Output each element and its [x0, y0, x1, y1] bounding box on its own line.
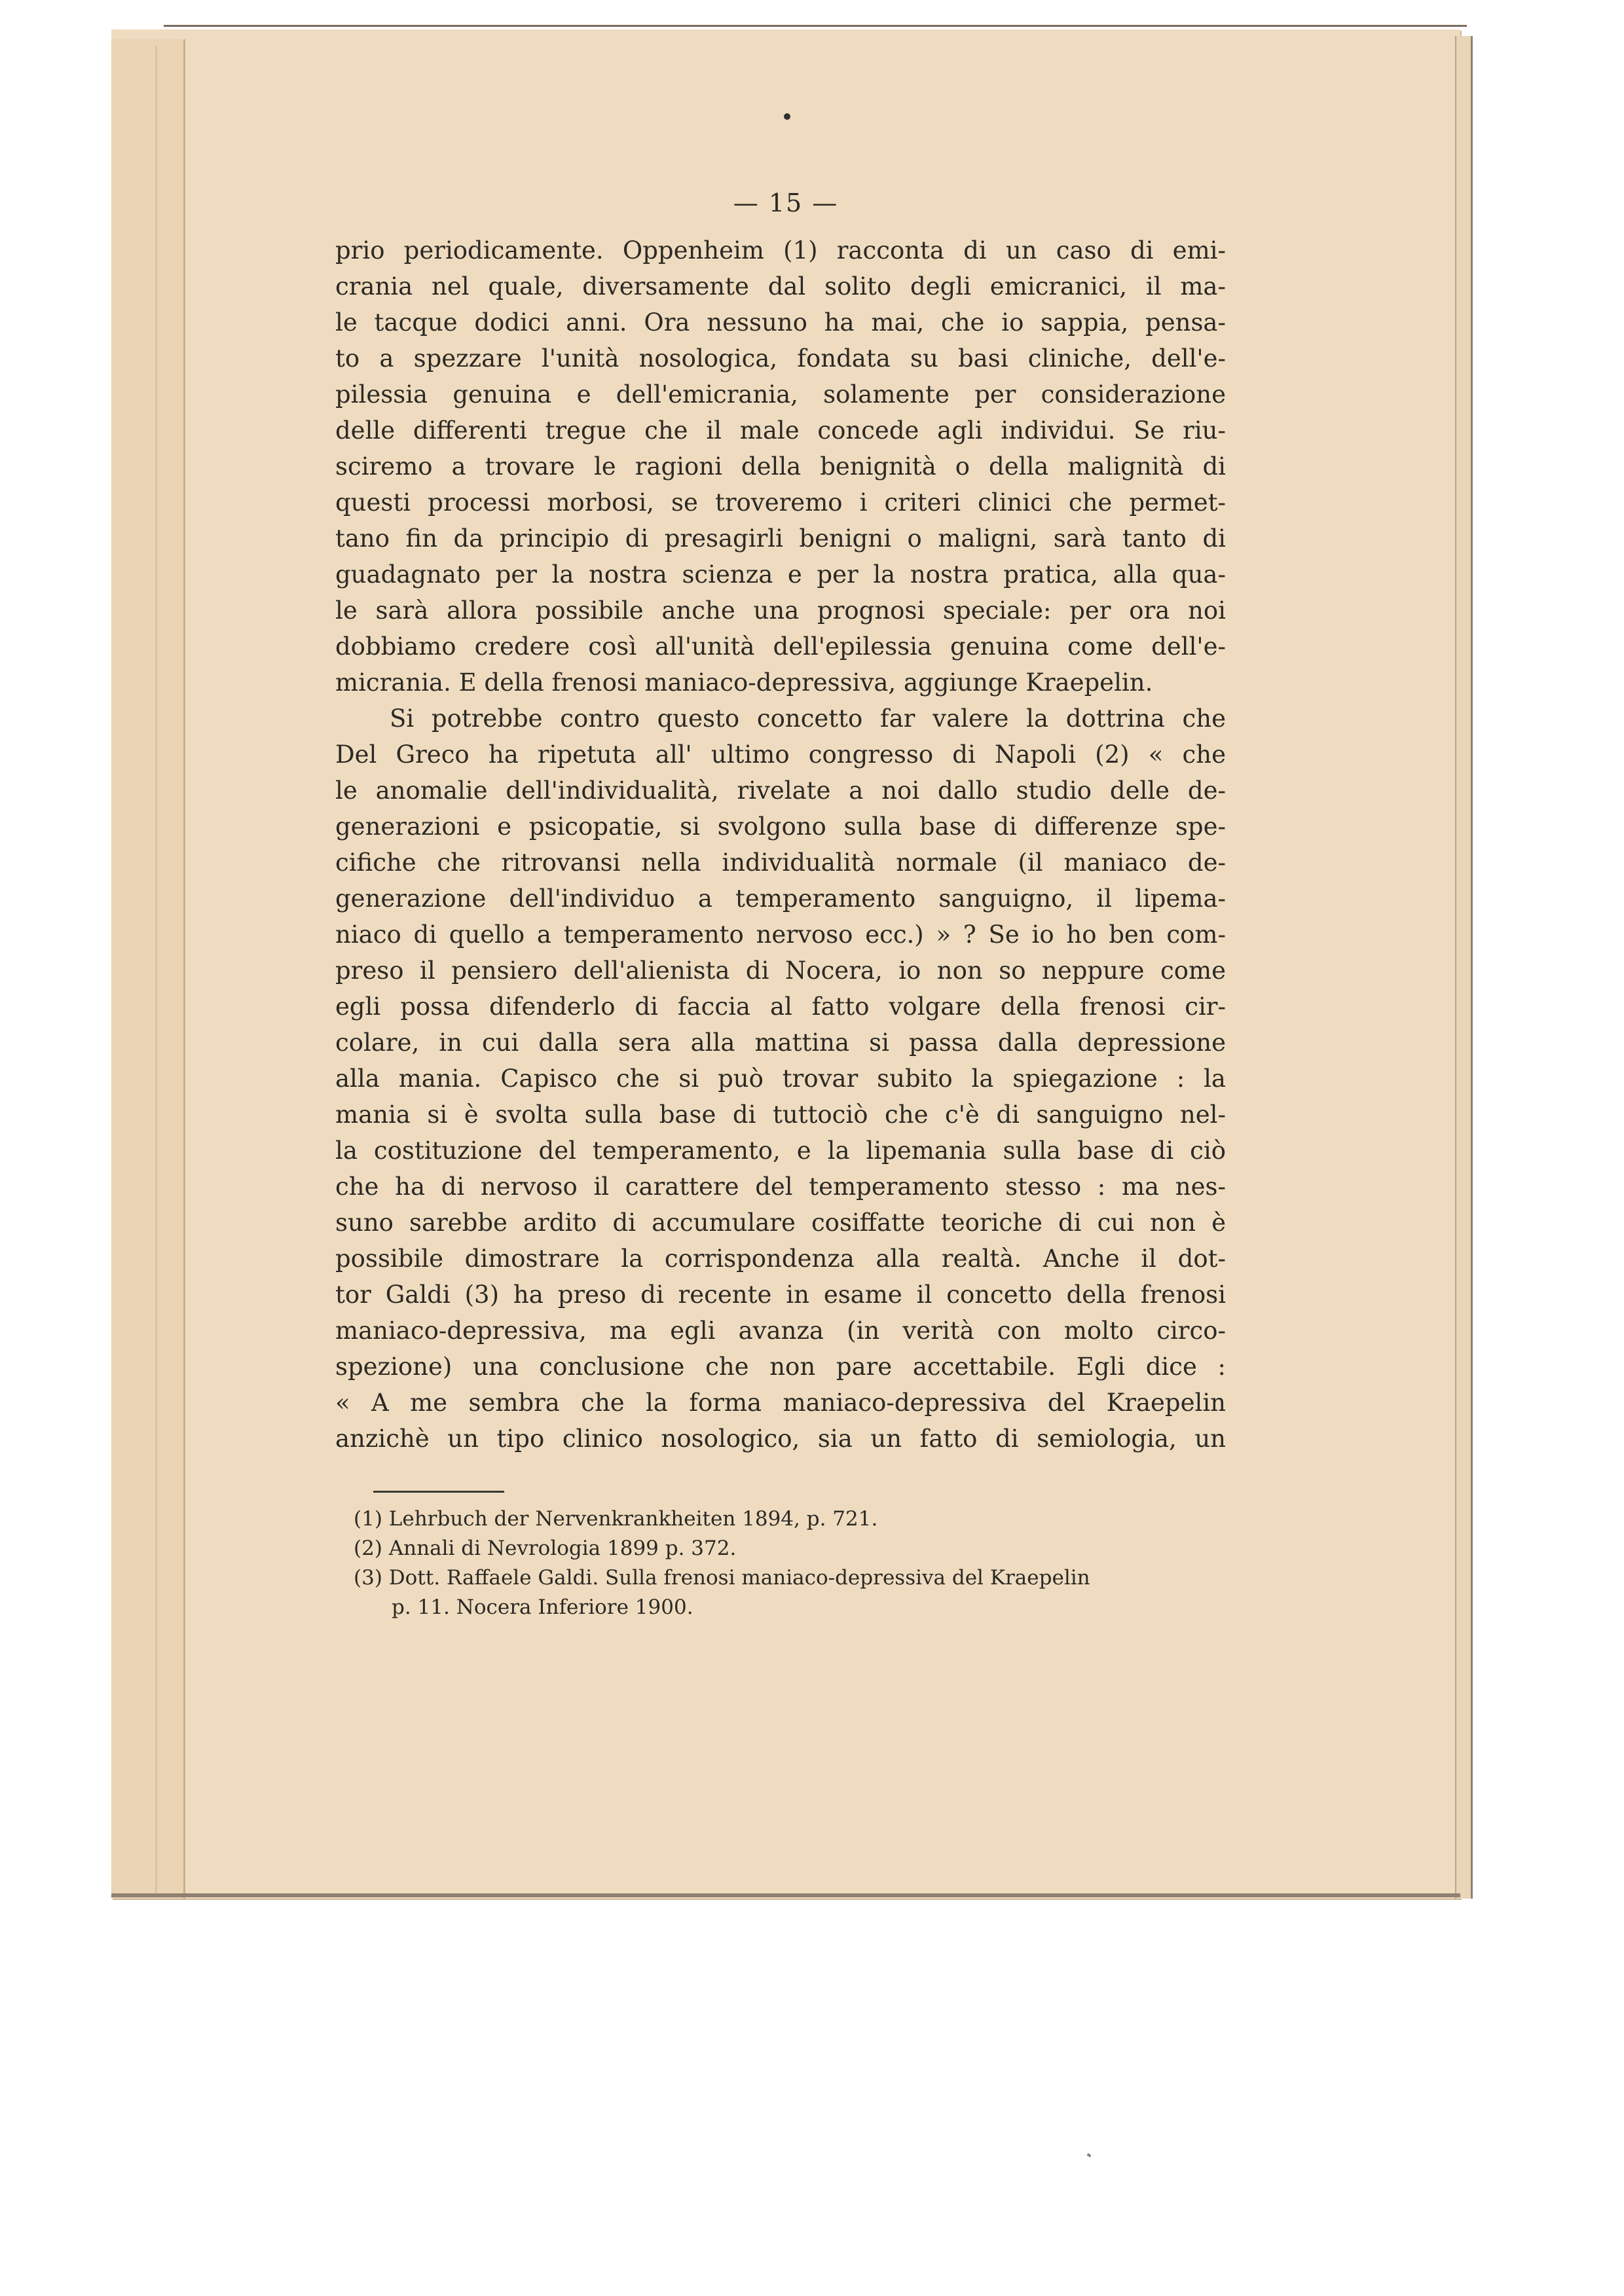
stray-ink-mark [1086, 2153, 1091, 2158]
text-line: prio periodicamente. Oppenheim (1) racconta di un caso di emi- [335, 236, 1226, 264]
text-line: guadagnato per la nostra scienza e per la nostra pratica, alla qua- [335, 560, 1226, 589]
text-line: questi processi morbosi, se troveremo i criteri clinici che permet- [335, 488, 1226, 517]
text-line: tano fin da principio di presagirli benigni o maligni, sarà tanto di [335, 524, 1226, 553]
footnote-2: (2) Annali di Nevrologia 1899 p. 372. [354, 1537, 737, 1560]
page-bottom-edge [111, 1893, 1460, 1897]
text-line: « A me sembra che la forma maniaco-depressiva del Kraepelin [335, 1389, 1226, 1417]
page-binding-strip [111, 39, 185, 1899]
text-line: alla mania. Capisco che si può trovar subito la spiegazione : la [335, 1065, 1226, 1093]
footnote-3-continued: p. 11. Nocera Inferiore 1900. [392, 1595, 693, 1619]
text-line: Del Greco ha ripetuta all' ultimo congresso di Napoli (2) « che [335, 740, 1226, 769]
text-line: preso il pensiero dell'alienista di Nocera, io non so neppure come [335, 957, 1226, 985]
text-line: micrania. E della frenosi maniaco-depressiva, aggiunge Kraepelin. [335, 668, 1153, 697]
text-line: maniaco-depressiva, ma egli avanza (in verità con molto circo- [335, 1317, 1226, 1345]
text-line: dobbiamo credere così all'unità dell'epilessia genuina come dell'e- [335, 632, 1226, 661]
footnote-separator [373, 1491, 504, 1493]
footnote-1: (1) Lehrbuch der Nervenkrankheiten 1894, p. 721. [354, 1507, 878, 1531]
page-number: — 15 — [733, 189, 839, 217]
text-line: niaco di quello a temperamento nervoso ecc.) » ? Se io ho ben com- [335, 920, 1226, 949]
text-line: mania si è svolta sulla base di tuttociò che c'è di sanguigno nel- [335, 1101, 1226, 1129]
text-line: le anomalie dell'individualità, rivelate a noi dallo studio delle de- [335, 776, 1226, 805]
text-line: spezione) una conclusione che non pare accettabile. Egli dice : [335, 1353, 1226, 1381]
text-line: anzichè un tipo clinico nosologico, sia un fatto di semiologia, un [335, 1425, 1226, 1453]
text-line: cifiche che ritrovansi nella individualità normale (il maniaco de- [335, 848, 1226, 877]
text-line: to a spezzare l'unità nosologica, fondata su basi cliniche, dell'e- [335, 344, 1226, 373]
text-line: generazione dell'individuo a temperamento sanguigno, il lipema- [335, 884, 1226, 913]
text-line: che ha di nervoso il carattere del temperamento stesso : ma nes- [335, 1173, 1226, 1201]
underlying-sheet-right-edge [1455, 36, 1473, 1899]
text-line: delle differenti tregue che il male concede agli individui. Se riu- [335, 416, 1226, 445]
text-line: sciremo a trovare le ragioni della benignità o della malignità di [335, 452, 1226, 481]
footnote-3: (3) Dott. Raffaele Galdi. Sulla frenosi maniaco-depressiva del Kraepelin [354, 1566, 1090, 1590]
text-line: tor Galdi (3) ha preso di recente in esame il concetto della frenosi [335, 1281, 1226, 1309]
text-line: suno sarebbe ardito di accumulare cosiffatte teoriche di cui non è [335, 1209, 1226, 1237]
text-line: crania nel quale, diversamente dal solito degli emicranici, il ma- [335, 272, 1226, 301]
text-line: pilessia genuina e dell'emicrania, solamente per considerazione [335, 380, 1226, 409]
ink-dot [784, 113, 790, 120]
text-line: generazioni e psicopatie, si svolgono sulla base di differenze spe- [335, 812, 1226, 841]
text-line: egli possa difenderlo di faccia al fatto volgare della frenosi cir- [335, 993, 1226, 1021]
text-line: possibile dimostrare la corrispondenza alla realtà. Anche il dot- [335, 1245, 1226, 1273]
text-line: le sarà allora possibile anche una prognosi speciale: per ora noi [335, 596, 1226, 625]
text-line: le tacque dodici anni. Ora nessuno ha mai, che io sappia, pensa- [335, 308, 1226, 337]
text-line: la costituzione del temperamento, e la lipemania sulla base di ciò [335, 1137, 1226, 1165]
paragraph-first-line: Si potrebbe contro questo concetto far valere la dottrina che [390, 704, 1226, 733]
binding-fold-line [155, 46, 157, 1895]
text-line: colare, in cui dalla sera alla mattina si passa dalla depressione [335, 1029, 1226, 1057]
